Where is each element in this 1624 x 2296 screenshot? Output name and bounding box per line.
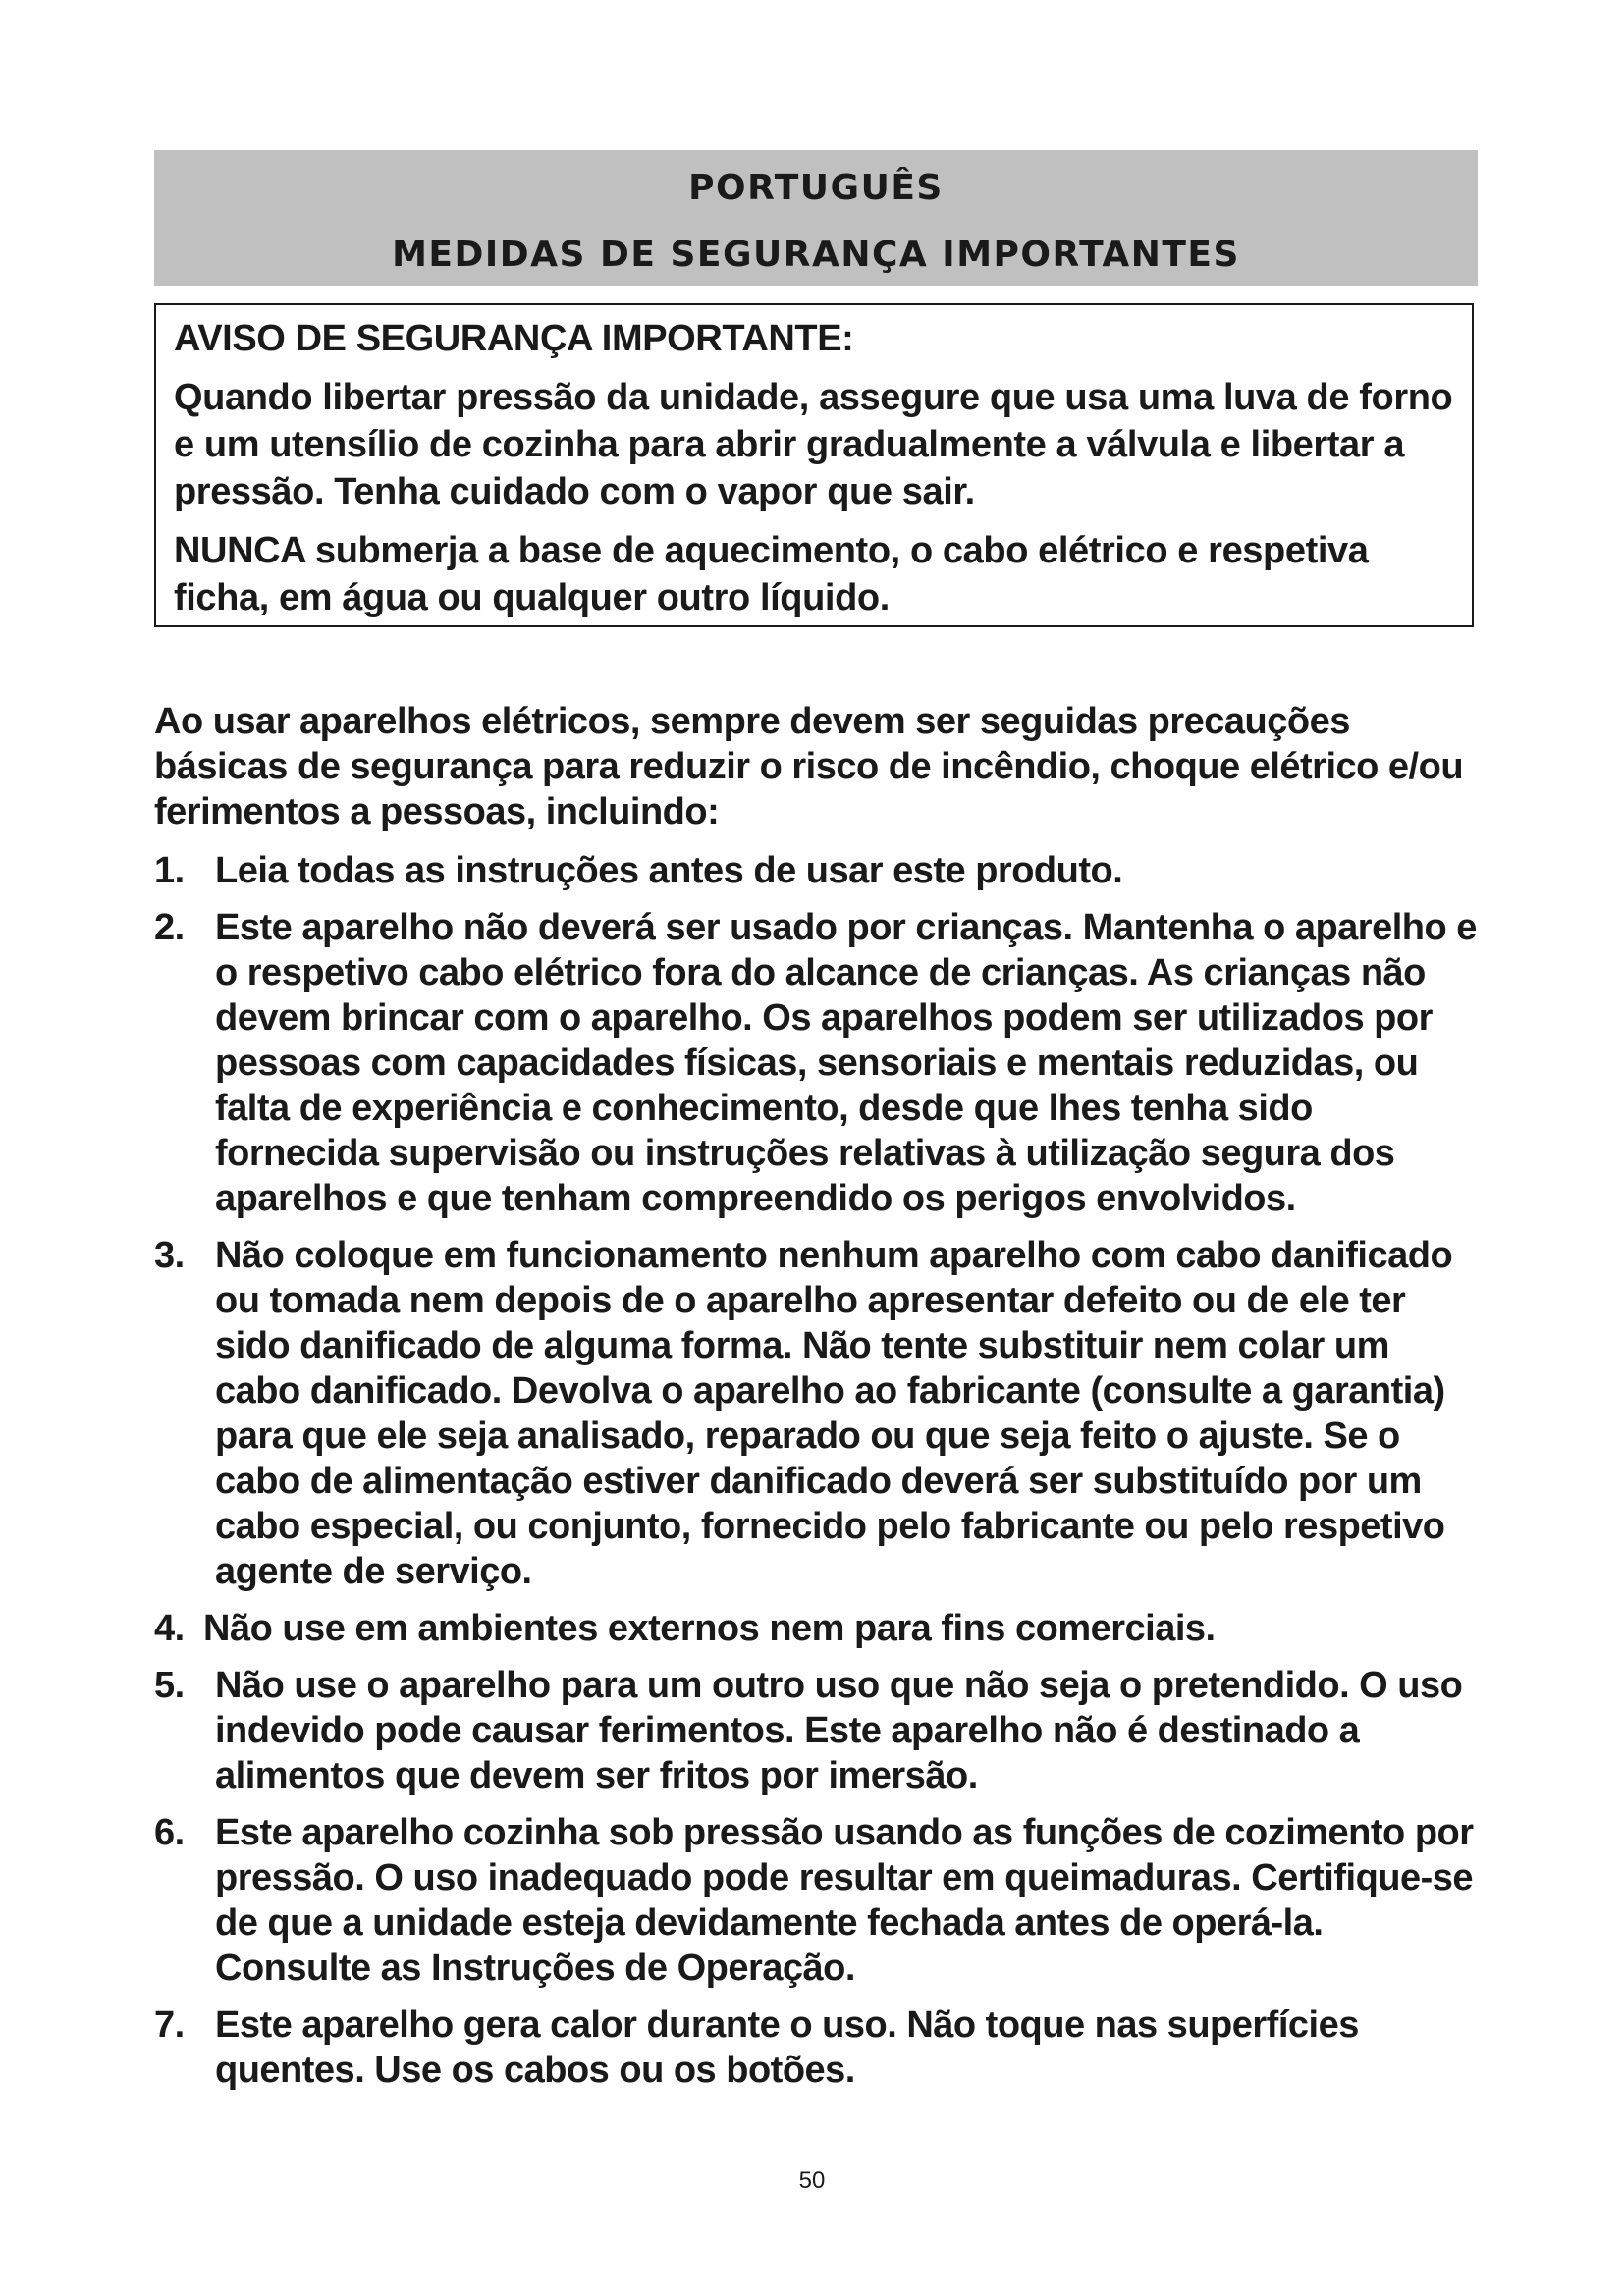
item-text: Este aparelho cozinha sob pressão usando as funções de cozimento por pressão. O uso inadequado pode resultar em queimaduras. Certifique-se de que a unidade esteja devidamente fechada antes de operá-la. Consulte as Instruções de Operação.: [215, 1812, 1474, 1989]
page-title: MEDIDAS DE SEGURANÇA IMPORTANTES: [392, 235, 1240, 275]
item-text: Não use em ambientes externos nem para fins comerciais.: [203, 1608, 1216, 1649]
item-number: 4.: [154, 1608, 185, 1649]
item-text: Não coloque em funcionamento nenhum aparelho com cabo danificado ou tomada nem depois de o aparelho apresentar defeito ou de ele ter sido danificado de alguma forma. Não tente substituir nem colar um cabo danificado. Devolva o aparelho ao fabricante (consulte a garantia) para que ele seja analisado, reparado ou que seja feito o ajuste. Se o cabo de alimentação estiver danificado deverá ser substituído por um cabo especial, ou conjunto, fornecido pelo fabricante ou pelo respetivo agente de serviço.: [215, 1235, 1453, 1592]
page-number: 50: [798, 2167, 826, 2194]
safety-warning-box: [154, 303, 1474, 627]
list-item: [154, 2002, 1480, 2093]
list-item: [154, 905, 1480, 1221]
item-number: 6.: [154, 1812, 185, 1853]
safeguards-list: [154, 848, 1480, 2093]
intro-paragraph: Ao usar aparelhos elétricos, sempre devem ser seguidas precauções básicas de segurança para reduzir o risco de incêndio, choque elétrico e/ou ferimentos a pessoas, incluindo:: [154, 701, 1464, 832]
list-item: [154, 848, 1480, 893]
item-text: Este aparelho gera calor durante o uso. Não toque nas superfícies quentes. Use os cabos ou os botões.: [215, 2004, 1359, 2091]
item-text: Este aparelho não deverá ser usado por crianças. Mantenha o aparelho e o respetivo cabo elétrico fora do alcance de crianças. As crianças não devem brincar com o aparelho. Os aparelhos podem ser utilizados por pessoas com capacidades físicas, sensoriais e mentais reduzidas, ou falta de experiência e conhecimento, desde que lhes tenha sido fornecida supervisão ou instruções relativas à utilização segura dos aparelhos e que tenham compreendido os perigos envolvidos.: [215, 907, 1477, 1219]
language-heading: PORTUGUÊS: [688, 168, 944, 208]
item-number: 5.: [154, 1665, 185, 1706]
warning-paragraph-submerge: NUNCA submerja a base de aquecimento, o cabo elétrico e respetiva ficha, em água ou qualquer outro líquido.: [174, 530, 1369, 618]
list-item: [154, 1606, 1480, 1651]
safeguards-section: [154, 699, 1480, 2105]
item-text: Leia todas as instruções antes de usar este produto.: [215, 850, 1123, 891]
warning-heading: AVISO DE SEGURANÇA IMPORTANTE:: [174, 318, 854, 359]
item-number: 3.: [154, 1235, 185, 1276]
list-item: [154, 1233, 1480, 1594]
section-header: [154, 150, 1478, 286]
warning-paragraph-pressure: Quando libertar pressão da unidade, assegure que usa uma luva de forno e um utensílio de cozinha para abrir gradualmente a válvula e libertar a pressão. Tenha cuidado com o vapor que sair.: [174, 377, 1453, 512]
list-item: [154, 1663, 1480, 1798]
item-number: 2.: [154, 907, 185, 948]
item-text: Não use o aparelho para um outro uso que não seja o pretendido. O uso indevido pode causar ferimentos. Este aparelho não é destinado a alimentos que devem ser fritos por imersão.: [215, 1665, 1463, 1796]
item-number: 7.: [154, 2004, 185, 2046]
item-number: 1.: [154, 850, 185, 891]
list-item: [154, 1810, 1480, 1991]
